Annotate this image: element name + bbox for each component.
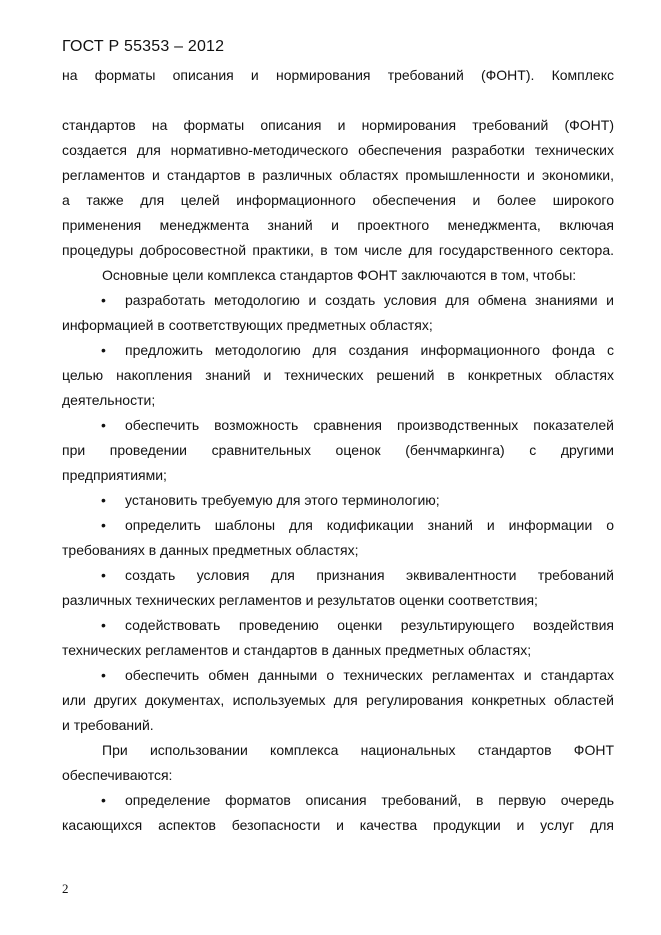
- bullet-line: разработать методологию и создать условия для обмена знаниями и: [125, 292, 614, 308]
- text-line: процедуры добросовестной практики, в том числе для государственного сектора.: [62, 242, 614, 258]
- text-line: при проведении сравнительных оценок (бенчмаркинга) с другими: [62, 442, 614, 458]
- paragraph-first-line: При использовании комплекса национальных стандартов ФОНТ: [102, 742, 614, 758]
- bullet-marker: •: [101, 492, 106, 508]
- text-line: на форматы описания и нормирования требований (ФОНТ). Комплекс: [62, 67, 614, 83]
- bullet-line: определение форматов описания требований, в первую очередь: [125, 792, 614, 808]
- bullet-marker: •: [101, 517, 106, 533]
- text-line: стандартов на форматы описания и нормирования требований (ФОНТ): [62, 117, 614, 133]
- bullet-marker: •: [101, 567, 106, 583]
- text-line: различных технических регламентов и результатов оценки соответствия;: [62, 592, 538, 608]
- paragraph-first-line: Основные цели комплекса стандартов ФОНТ заключаются в том, чтобы:: [102, 267, 577, 283]
- bullet-line: предложить методологию для создания информационного фонда с: [125, 342, 614, 358]
- bullet-marker: •: [101, 292, 106, 308]
- bullet-line: создать условия для признания эквивалентности требований: [125, 567, 614, 583]
- text-line: требованиях в данных предметных областях;: [62, 542, 359, 558]
- text-line: деятельности;: [62, 392, 156, 408]
- text-line: а также для целей информационного обеспечения и более широкого: [62, 192, 614, 208]
- bullet-marker: •: [101, 667, 106, 683]
- text-line: касающихся аспектов безопасности и качества продукции и услуг для: [62, 817, 614, 833]
- text-line: целью накопления знаний и технических решений в конкретных областях: [62, 367, 614, 383]
- bullet-line: установить требуемую для этого терминологию;: [125, 492, 440, 508]
- text-line: и требований.: [62, 717, 154, 733]
- text-line: или других документах, используемых для регулирования конкретных областей: [62, 692, 614, 708]
- text-line: предприятиями;: [62, 467, 167, 483]
- page-number: 2: [62, 881, 69, 896]
- bullet-marker: •: [101, 417, 106, 433]
- page-header: ГОСТ Р 55353 – 2012: [62, 38, 225, 55]
- text-line: обеспечиваются:: [62, 767, 173, 783]
- bullet-line: содействовать проведению оценки результирующего воздействия: [125, 617, 614, 633]
- bullet-marker: •: [101, 617, 106, 633]
- bullet-marker: •: [101, 342, 106, 358]
- bullet-line: определить шаблоны для кодификации знаний и информации о: [125, 517, 614, 533]
- bullet-line: обеспечить возможность сравнения производственных показателей: [125, 417, 614, 433]
- text-line: применения менеджмента знаний и проектного менеджмента, включая: [62, 217, 614, 233]
- text-line: создается для нормативно-методического обеспечения разработки технических: [62, 142, 614, 158]
- text-line: информацией в соответствующих предметных областях;: [62, 317, 433, 333]
- text-line: регламентов и стандартов в различных областях промышленности и экономики,: [62, 167, 614, 183]
- bullet-line: обеспечить обмен данными о технических регламентах и стандартах: [125, 667, 614, 683]
- text-line: технических регламентов и стандартов в данных предметных областях;: [62, 642, 532, 658]
- bullet-marker: •: [101, 792, 106, 808]
